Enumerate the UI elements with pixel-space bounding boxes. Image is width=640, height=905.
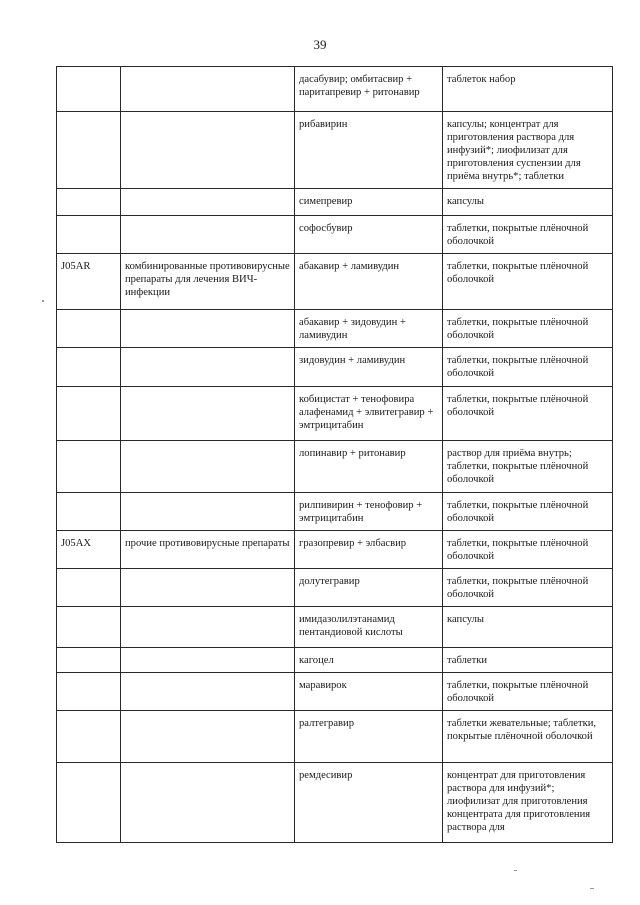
drug-name-cell: софосбувир xyxy=(295,216,443,254)
scan-speck xyxy=(514,870,517,871)
atc-code-cell xyxy=(57,216,121,254)
dosage-form-cell: таблетки, покрытые плёночной оболочкой xyxy=(443,310,613,348)
drug-name-cell: гразопревир + элбасвир xyxy=(295,531,443,569)
pharmacological-group-cell xyxy=(121,441,295,493)
table-row xyxy=(57,112,613,189)
pharmacological-group-cell: комбинированные противовирусные препараты для лечения ВИЧ-инфекции xyxy=(121,254,295,310)
drug-name-cell: рибавирин xyxy=(295,112,443,189)
pharmacological-group-cell: прочие противовирусные препараты xyxy=(121,531,295,569)
pharmacological-group-cell xyxy=(121,607,295,648)
atc-code-cell xyxy=(57,310,121,348)
pharmacological-group-cell xyxy=(121,348,295,387)
atc-code-cell: J05AR xyxy=(57,254,121,310)
dosage-form-cell: таблетки, покрытые плёночной оболочкой xyxy=(443,493,613,531)
atc-code-cell: J05AX xyxy=(57,531,121,569)
table-row xyxy=(57,348,613,387)
dosage-form-cell: таблетки, покрытые плёночной оболочкой xyxy=(443,348,613,387)
pharmacological-group-cell xyxy=(121,189,295,216)
table-row xyxy=(57,189,613,216)
drug-name-cell: симепревир xyxy=(295,189,443,216)
dosage-form-cell: таблетки жевательные; таблетки, покрытые плёночной оболочкой xyxy=(443,711,613,763)
pharmacological-group-cell xyxy=(121,673,295,711)
drug-name-cell: ремдесивир xyxy=(295,763,443,843)
drug-name-cell: имидазолилэтанамид пентандиовой кислоты xyxy=(295,607,443,648)
pharmacological-group-cell xyxy=(121,387,295,441)
pharmacological-group-cell xyxy=(121,67,295,112)
table-row xyxy=(57,648,613,673)
dosage-form-cell: таблетки, покрытые плёночной оболочкой xyxy=(443,387,613,441)
pharmacological-group-cell xyxy=(121,569,295,607)
atc-code-cell xyxy=(57,189,121,216)
dosage-form-cell: концентрат для приготовления раствора для инфузий*; лиофилизат для приготовления концентрата для приготовления раствора для xyxy=(443,763,613,843)
scan-speck xyxy=(42,300,44,302)
atc-code-cell xyxy=(57,441,121,493)
drug-name-cell: кобицистат + тенофовира алафенамид + элвитегравир + эмтрицитабин xyxy=(295,387,443,441)
table-row xyxy=(57,711,613,763)
drug-name-cell: абакавир + зидовудин + ламивудин xyxy=(295,310,443,348)
drug-name-cell: ралтегравир xyxy=(295,711,443,763)
table-row xyxy=(57,531,613,569)
atc-code-cell xyxy=(57,648,121,673)
page-number: 39 xyxy=(313,37,327,52)
drug-name-cell: дасабувир; омбитасвир + паритапревир + ритонавир xyxy=(295,67,443,112)
atc-code-cell xyxy=(57,348,121,387)
dosage-form-cell: таблетки, покрытые плёночной оболочкой xyxy=(443,216,613,254)
dosage-form-cell: таблетки, покрытые плёночной оболочкой xyxy=(443,673,613,711)
table-row xyxy=(57,216,613,254)
pharmacological-group-cell xyxy=(121,711,295,763)
dosage-form-cell: капсулы xyxy=(443,189,613,216)
atc-code-cell xyxy=(57,387,121,441)
table-row xyxy=(57,254,613,310)
pharmacological-group-cell xyxy=(121,763,295,843)
table-row xyxy=(57,607,613,648)
drug-name-cell: кагоцел xyxy=(295,648,443,673)
table-row xyxy=(57,67,613,112)
atc-code-cell xyxy=(57,67,121,112)
table-row xyxy=(57,493,613,531)
pharmacological-group-cell xyxy=(121,648,295,673)
dosage-form-cell: капсулы xyxy=(443,607,613,648)
dosage-form-cell: таблетки, покрытые плёночной оболочкой xyxy=(443,569,613,607)
table-row xyxy=(57,310,613,348)
table-row xyxy=(57,763,613,843)
scan-speck xyxy=(590,888,594,889)
drug-name-cell: абакавир + ламивудин xyxy=(295,254,443,310)
dosage-form-cell: таблетки, покрытые плёночной оболочкой xyxy=(443,531,613,569)
drug-name-cell: зидовудин + ламивудин xyxy=(295,348,443,387)
drug-name-cell: долутегравир xyxy=(295,569,443,607)
pharmacological-group-cell xyxy=(121,493,295,531)
pharmacological-group-cell xyxy=(121,310,295,348)
atc-code-cell xyxy=(57,112,121,189)
table-row xyxy=(57,673,613,711)
dosage-form-cell: таблетки, покрытые плёночной оболочкой xyxy=(443,254,613,310)
dosage-form-cell: капсулы; концентрат для приготовления раствора для инфузий*; лиофилизат для приготовления суспензии для приёма внутрь*; таблетки xyxy=(443,112,613,189)
drug-name-cell: лопинавир + ритонавир xyxy=(295,441,443,493)
dosage-form-cell: раствор для приёма внутрь; таблетки, покрытые плёночной оболочкой xyxy=(443,441,613,493)
dosage-form-cell: таблетки xyxy=(443,648,613,673)
atc-code-cell xyxy=(57,607,121,648)
atc-code-cell xyxy=(57,711,121,763)
atc-code-cell xyxy=(57,493,121,531)
atc-code-cell xyxy=(57,763,121,843)
drug-list-body xyxy=(57,67,613,843)
pharmacological-group-cell xyxy=(121,112,295,189)
pharmacological-group-cell xyxy=(121,216,295,254)
drug-name-cell: рилпивирин + тенофовир + эмтрицитабин xyxy=(295,493,443,531)
table-row xyxy=(57,441,613,493)
table-row xyxy=(57,569,613,607)
atc-code-cell xyxy=(57,569,121,607)
dosage-form-cell: таблеток набор xyxy=(443,67,613,112)
atc-code-cell xyxy=(57,673,121,711)
table-row xyxy=(57,387,613,441)
drug-name-cell: маравирок xyxy=(295,673,443,711)
drug-list-table xyxy=(56,66,613,843)
